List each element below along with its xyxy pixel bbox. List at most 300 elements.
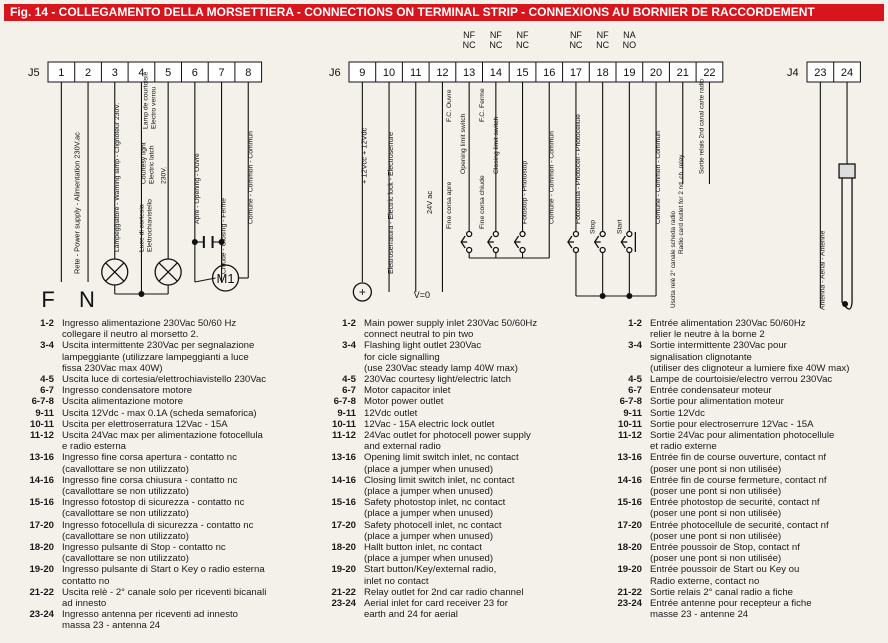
legend-line: collegare il neutro al morsetto 2. <box>62 329 199 341</box>
legend-row <box>14 430 300 452</box>
contact-type-top: NA <box>623 30 636 40</box>
legend-key: 23-24 <box>29 609 54 621</box>
legend-text <box>364 430 578 452</box>
legend-line: ad innesto <box>62 598 107 610</box>
terminal-number: 1 <box>58 67 65 79</box>
phase-label: F <box>41 287 55 312</box>
legend-line: Uscita 24Vac max per alimentazione fotocellula <box>62 430 263 442</box>
legend-line: Entrée fin de course fermeture, contact nf <box>650 474 827 486</box>
wire-label: F.C. Ferme <box>478 88 486 122</box>
contact-type-top: NF <box>489 30 502 40</box>
legend-line: et radio externe <box>650 441 717 453</box>
legend-text <box>650 396 884 407</box>
legend-row <box>318 497 578 519</box>
legend-line: Ingresso antenna per riceventi ad innesto <box>62 609 238 621</box>
wire-label: Rete - Power supply - Alimentation 230V.ac <box>72 132 82 274</box>
wire-label: Chiude - Closing - Ferme <box>220 198 228 274</box>
legend-key: 10-11 <box>331 418 356 430</box>
legend-row <box>596 318 884 340</box>
legend-line: earth and 24 for aerial <box>364 609 458 621</box>
legend-text <box>364 318 578 340</box>
legend-row <box>318 318 578 340</box>
legend-line: Uscita luce di cortesia/elettrochiavistello 230Vac <box>62 374 267 386</box>
contact-type-top: NF <box>569 30 582 40</box>
switch-contact <box>493 248 498 253</box>
legend-row <box>318 542 578 564</box>
legend-key: 1-2 <box>628 318 642 329</box>
terminal-number: 5 <box>165 67 172 79</box>
wire-label: Closing limit switch <box>492 116 500 174</box>
legend-row <box>14 475 300 497</box>
legend-text <box>650 475 884 497</box>
legend-row <box>318 385 578 396</box>
wire-label: Fine corsa chiude <box>478 175 486 229</box>
legend-line: (use 230Vac steady lamp 40W max) <box>364 362 518 374</box>
legend-text <box>62 408 300 419</box>
legend-line: lampeggiante (utilizzare lampeggianti a luce <box>62 351 249 363</box>
legend-line: (cavallottare se non utilizzato) <box>62 553 189 565</box>
legend-key: 18-20 <box>331 542 356 554</box>
legend-line: Safety photocell inlet, nc contact <box>364 519 502 531</box>
legend-text <box>62 430 300 452</box>
terminal-number: 18 <box>596 67 609 79</box>
legend-key: 19-20 <box>29 564 54 576</box>
legend-text <box>62 542 300 564</box>
junction-dot <box>138 291 144 297</box>
contact-type-top: NF <box>596 30 609 40</box>
legend-text <box>364 475 578 497</box>
legend-key: 9-11 <box>35 407 54 419</box>
block-label: J6 <box>329 67 341 79</box>
plus-label: + <box>358 285 366 299</box>
legend-line: masse 23 - antenne 24 <box>650 609 749 621</box>
legend-row <box>596 598 884 620</box>
legend-text <box>364 598 578 620</box>
terminal-number: 21 <box>676 67 689 79</box>
legend-line: Ingresso pulsante di Stop - contatto nc <box>62 542 226 554</box>
terminal-number: 13 <box>463 67 476 79</box>
wire-label: Opening limit switch <box>460 113 468 174</box>
legend-text <box>364 564 578 586</box>
legend-italian <box>14 318 300 632</box>
legend-text <box>650 520 884 542</box>
legend-key: 18-20 <box>29 542 54 554</box>
legend-text <box>364 396 578 407</box>
legend-key: 21-22 <box>617 586 642 598</box>
legend-text <box>364 385 578 396</box>
terminal-number: 19 <box>623 67 636 79</box>
legend-key: 4-5 <box>40 374 54 386</box>
wire-label: Lampeggiatore - Warning lamp - Clignoteur 230V. <box>113 102 121 252</box>
legend-row <box>318 396 578 407</box>
wire-label: Elettroserratura - Electric lock - Electroserrure <box>388 132 396 274</box>
legend-line: Ingresso pulsante di Start o Key o radio esterna <box>62 564 265 576</box>
wire-label: Antenna - Aerial - Antenne <box>819 230 827 310</box>
wire-label: Radio card outlet for 2 nd. ch. relay <box>677 154 685 254</box>
legend-key: 13-16 <box>331 452 356 464</box>
legend-text <box>364 419 578 430</box>
legend-row <box>14 497 300 519</box>
contact-type-bottom: NC <box>596 40 610 50</box>
terminal-number: 11 <box>410 67 422 79</box>
legend-line: (place a jumper when unused) <box>364 530 494 542</box>
terminal-number: 23 <box>814 67 827 79</box>
legend-line: Radio externe, contact no <box>650 575 760 587</box>
legend-line: Opening limit switch inlet, nc contact <box>364 452 519 464</box>
legend-text <box>650 385 884 396</box>
legend-text <box>62 475 300 497</box>
legend-key: 17-20 <box>29 519 54 531</box>
terminal-diagram-svg <box>0 24 888 314</box>
legend-text <box>650 598 884 620</box>
legend-line: e radio esterna <box>62 441 126 453</box>
legend-text <box>62 385 300 396</box>
legend-line: Entrée photocellule de securité, contact nf <box>650 519 829 531</box>
legend-key: 13-16 <box>617 452 642 464</box>
legend-line: Sortie 24Vac pour alimentation photocellule <box>650 430 835 442</box>
wire-label: Start <box>616 219 624 234</box>
legend-line: inlet no contact <box>364 575 429 587</box>
legend-key: 17-20 <box>331 519 356 531</box>
legend-key: 17-20 <box>617 519 642 531</box>
legend-line: Entrée poussoir de Stop, contact nf <box>650 542 800 554</box>
legend-text <box>62 396 300 407</box>
legend-row <box>318 374 578 385</box>
terminal-number: 6 <box>191 67 198 79</box>
legend-key: 6-7 <box>342 385 356 397</box>
legend-line: Motor capacitor inlet <box>364 385 451 397</box>
legend-line: Sortie relais 2° canal radio a fiche <box>650 586 794 598</box>
legend-row <box>14 408 300 419</box>
legend-key: 3-4 <box>40 340 54 352</box>
legend-line: Main power supply inlet 230Vac 50/60Hz <box>364 318 538 329</box>
legend-row <box>318 430 578 452</box>
legend-line: massa 23 - antenna 24 <box>62 620 161 632</box>
legend-key: 6-7 <box>628 385 642 397</box>
legend-key: 19-20 <box>331 564 356 576</box>
legend-line: Uscita per elettroserratura 12Vac - 15A <box>62 418 228 430</box>
legend-text <box>650 587 884 598</box>
legend-row <box>596 452 884 474</box>
legend-french <box>596 318 884 620</box>
legend-text <box>364 374 578 385</box>
terminal-diagram <box>0 24 888 314</box>
legend-text <box>364 452 578 474</box>
legend-text <box>364 340 578 374</box>
legend-line: relier le neutre à la borne 2 <box>650 329 765 341</box>
legend-text <box>650 318 884 340</box>
terminal-number: 3 <box>111 67 118 79</box>
legend-row <box>318 419 578 430</box>
legend-key: 15-16 <box>331 497 356 509</box>
terminal-number: 14 <box>489 67 502 79</box>
legend-line: Entrée condensateur moteur <box>650 385 772 397</box>
switch-contact <box>520 248 525 253</box>
switch-contact <box>573 248 578 253</box>
legend-row <box>318 564 578 586</box>
legend-row <box>318 587 578 598</box>
legend-text <box>650 340 884 374</box>
legend-row <box>596 587 884 598</box>
wire-label: Sortie relais 2nd canal carte radio <box>698 78 706 174</box>
legend-line: Sortie pour electroserrure 12Vac - 15A <box>650 418 814 430</box>
legend-line: Ingresso fine corsa chiusura - contatto nc <box>62 474 238 486</box>
block-label: J4 <box>787 67 799 79</box>
legend-key: 4-5 <box>342 374 356 386</box>
legend-key: 14-16 <box>331 474 356 486</box>
wire-label: Electro verrou <box>150 86 158 129</box>
contact-type-bottom: NO <box>622 40 637 50</box>
wire-label: F.C. Ouvre <box>446 89 454 122</box>
legend-line: Motor power outlet <box>364 396 444 408</box>
legend-line: Entrée fin de course ouverture, contact nf <box>650 452 826 464</box>
legend-line: Relay outlet for 2nd car radio channel <box>364 586 524 598</box>
legend-line: Lampe de courtoisie/electro verrou 230Vac <box>650 374 833 386</box>
legend-row <box>596 408 884 419</box>
legend-line: contatto no <box>62 575 110 587</box>
legend-line: 12Vac - 15A electric lock outlet <box>364 418 495 430</box>
legend-row <box>318 520 578 542</box>
legend-key: 6-7-8 <box>619 396 642 408</box>
legend-line: Sortie intermittente 230Vac pour <box>650 340 787 352</box>
switch-contact <box>627 248 632 253</box>
wire-label: Stop <box>589 220 597 234</box>
legend-text <box>650 430 884 452</box>
legend-line: Ingresso condensatore motore <box>62 385 193 397</box>
wire-label: Electric latch <box>148 145 156 184</box>
terminal-number: 4 <box>138 67 145 79</box>
wire-label: + 12Vcc + 12Vdc <box>359 127 369 184</box>
legend-key: 15-16 <box>617 497 642 509</box>
wire-label: Comune - Common - Commun <box>655 131 663 224</box>
legend-line: (place a jumper when unused) <box>364 486 494 498</box>
legend-row <box>14 542 300 564</box>
legend-line: Entrée alimentation 230Vac 50/60Hz <box>650 318 806 329</box>
wire-label: 230V. <box>160 166 168 184</box>
terminal-number: 8 <box>245 67 252 79</box>
legend-line: 24Vac outlet for photocell power supply <box>364 430 531 442</box>
contact-type-top: NF <box>516 30 529 40</box>
legend-key: 9-11 <box>337 407 356 419</box>
legend-key: 3-4 <box>342 340 356 352</box>
legend-row <box>14 396 300 407</box>
legend-row <box>14 587 300 609</box>
legend-text <box>62 564 300 586</box>
legend-line: fissa 230Vac max 40W) <box>62 362 163 374</box>
legend-row <box>596 385 884 396</box>
legend-text <box>650 497 884 519</box>
legend-line: connect neutral to pin two <box>364 329 474 341</box>
legend-row <box>14 318 300 340</box>
contact-type-top: NF <box>463 30 476 40</box>
legend-text <box>650 452 884 474</box>
legend-row <box>318 408 578 419</box>
legend-line: (poser une pont si non utilisée) <box>650 530 782 542</box>
legend-key: 18-20 <box>617 542 642 554</box>
wire-label: Apre - Opening - Ouvre <box>193 153 201 224</box>
legend-line: Uscita 12Vdc - max 0.1A (scheda semaforica) <box>62 407 257 419</box>
legend-line: 12Vdc outlet <box>364 407 418 419</box>
legend-key: 19-20 <box>617 564 642 576</box>
block-label: J5 <box>28 67 40 79</box>
neutral-label: N <box>79 287 95 312</box>
wire-label: Comune - Common - Commun <box>548 131 556 224</box>
legend-line: signalisation clignotante <box>650 351 752 363</box>
legend-row <box>596 542 884 564</box>
terminal-number: 22 <box>703 67 716 79</box>
legend-line: (place a jumper when unused) <box>364 553 494 565</box>
wire-label: Uscita relè 2° canale scheda radio <box>669 210 677 308</box>
wire-label: 24V ac <box>424 190 434 214</box>
legend-key: 3-4 <box>628 340 642 352</box>
legend-key: 10-11 <box>29 418 54 430</box>
legend-key: 1-2 <box>40 318 54 329</box>
wire-label: Luce di cortesia <box>138 204 146 252</box>
wire-label: Fine corsa apre <box>446 181 454 229</box>
legend-line: 230Vac courtesy light/electric latch <box>364 374 511 386</box>
legend-key: 14-16 <box>617 474 642 486</box>
legend-row <box>14 385 300 396</box>
legend-key: 10-11 <box>617 418 642 430</box>
legend-line: (place a jumper when unused) <box>364 463 494 475</box>
junction-dot <box>600 293 606 299</box>
legend-line: (poser une pont si non utilisée) <box>650 553 782 565</box>
legend-row <box>318 340 578 374</box>
legend-key: 23-24 <box>331 598 356 610</box>
legend-row <box>318 452 578 474</box>
terminal-number: 24 <box>840 67 854 79</box>
terminal-number: 10 <box>382 67 396 79</box>
legend-line: Ingresso fine corsa apertura - contatto nc <box>62 452 237 464</box>
antenna-cable <box>842 178 852 309</box>
legend-text <box>62 497 300 519</box>
legend-line: Flashing light outlet 230Vac <box>364 340 482 352</box>
legend-row <box>596 564 884 586</box>
legend-key: 13-16 <box>29 452 54 464</box>
switch-contact <box>600 248 605 253</box>
contact-type-bottom: NC <box>489 40 503 50</box>
legend-line: (utiliser des clignoteur a lumiere fixe 40W max) <box>650 362 850 374</box>
legend-text <box>62 340 300 374</box>
legend-row <box>596 340 884 374</box>
legend-key: 6-7 <box>40 385 54 397</box>
legend-row <box>596 419 884 430</box>
legend-row <box>596 430 884 452</box>
legend-line: Start button/Key/external radio, <box>364 564 497 576</box>
legend-key: 11-12 <box>29 430 54 442</box>
junction-dot <box>842 301 848 307</box>
legend-text <box>62 374 300 385</box>
legend-line: Closing limit switch inlet, nc contact <box>364 474 515 486</box>
terminal-number: 2 <box>84 67 92 79</box>
legend-line: Uscita alimentazione motore <box>62 396 184 408</box>
legend-text <box>62 587 300 609</box>
legend-line: (cavallottare se non utilizzato) <box>62 463 189 475</box>
contact-type-bottom: NC <box>516 40 530 50</box>
switch-contact <box>573 232 578 237</box>
legend-text <box>62 609 300 631</box>
v0-label: V=0 <box>413 290 431 300</box>
legend-line: Uscita relè - 2° canale solo per riceventi bicanali <box>62 586 267 598</box>
legend-key: 14-16 <box>29 474 54 486</box>
legend-text <box>364 542 578 564</box>
legend-text <box>62 318 300 340</box>
legend-text <box>62 452 300 474</box>
wire-label: Fotocellula - Photocell - Photocellule <box>574 114 582 224</box>
wire-label: Fotostop - Photostop <box>521 160 529 224</box>
legend-row <box>14 374 300 385</box>
legend-line: (place a jumper when unused) <box>364 508 494 520</box>
legend-key: 4-5 <box>628 374 642 386</box>
legend-line: Sortie 12Vdc <box>650 407 705 419</box>
antenna-connector <box>839 164 855 178</box>
legend-text <box>364 408 578 419</box>
legend-key: 11-12 <box>617 430 642 442</box>
legend-line: (cavallottare se non utilizzato) <box>62 508 189 520</box>
legend-line: Ingresso fotocellula di sicurezza - contatto nc <box>62 519 254 531</box>
legend-row <box>596 475 884 497</box>
legend-line: for cicle signalling <box>364 351 440 363</box>
terminal-number: 12 <box>436 67 449 79</box>
legend-row <box>318 598 578 620</box>
legend-text <box>650 419 884 430</box>
terminal-number: 20 <box>649 67 663 79</box>
wire-label: Courtesy light <box>140 142 148 184</box>
legend-line: Hallt button inlet, nc contact <box>364 542 482 554</box>
legend-key: 15-16 <box>29 497 54 509</box>
legend-key: 21-22 <box>331 586 356 598</box>
terminal-number: 7 <box>218 67 225 79</box>
legend-key: 6-7-8 <box>31 396 54 408</box>
legend-line: Entrée photostop de securité, contact nf <box>650 497 820 509</box>
legend-row <box>14 340 300 374</box>
motor-label: M1 <box>216 271 235 286</box>
legend-line: Sortie pour alimentation moteur <box>650 396 784 408</box>
switch-contact <box>467 232 472 237</box>
terminal-number: 16 <box>543 67 556 79</box>
legend-key: 1-2 <box>342 318 356 329</box>
terminal-number: 9 <box>359 67 366 79</box>
junction-dot <box>626 293 632 299</box>
legend-row <box>318 475 578 497</box>
legend-row <box>14 452 300 474</box>
legend-text <box>650 408 884 419</box>
legend-line: (cavallottare se non utilizzato) <box>62 486 189 498</box>
legend-row <box>596 374 884 385</box>
figure-title: Fig. 14 - COLLEGAMENTO DELLA MORSETTIERA - CONNECTIONS ON TERMINAL STRIP - CONNEXIONS AU BORNIER DE RACCORDEMENT <box>4 4 884 21</box>
switch-contact <box>493 232 498 237</box>
legend-line: Safety photostop inlet, nc contact <box>364 497 506 509</box>
legend-text <box>364 587 578 598</box>
legend-text <box>364 520 578 542</box>
junction-dot <box>192 239 198 245</box>
switch-contact <box>627 232 632 237</box>
legend-key: 23-24 <box>617 598 642 610</box>
wire-label: Lamp de courtoisie <box>142 71 150 129</box>
legend-key: 9-11 <box>623 407 642 419</box>
legend-row <box>14 520 300 542</box>
legend-text <box>62 520 300 542</box>
legend-key: 6-7-8 <box>333 396 356 408</box>
legend-line: (poser une pont si non utilisée) <box>650 486 782 498</box>
contact-type-bottom: NC <box>462 40 476 50</box>
legend-line: Uscita intermittente 230Vac per segnalazione <box>62 340 255 352</box>
legend-row <box>596 396 884 407</box>
legend-text <box>62 419 300 430</box>
switch-contact <box>467 248 472 253</box>
legend-row <box>14 419 300 430</box>
legend-line: Ingresso alimentazione 230Vac 50/60 Hz <box>62 318 237 329</box>
